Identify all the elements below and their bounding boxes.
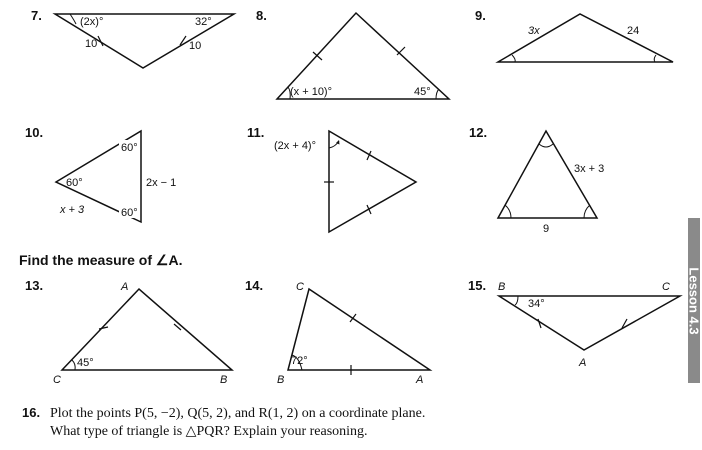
problem-11 xyxy=(247,125,416,232)
problem-number: 10. xyxy=(25,125,44,140)
problem-8 xyxy=(256,8,449,99)
angle-arc xyxy=(654,55,656,62)
angle-arc xyxy=(584,205,590,218)
problem-number: 9. xyxy=(475,8,486,23)
problem-number: 13. xyxy=(25,278,44,293)
angle-arc xyxy=(436,89,439,99)
side-label: 10 xyxy=(85,38,98,50)
problem-16-line2: What type of triangle is △PQR? Explain your reasoning. xyxy=(50,424,368,439)
angle-label: (2x)° xyxy=(80,16,104,28)
problem-number: 8. xyxy=(256,8,267,23)
angle-label: (x + 10)° xyxy=(290,86,332,98)
problem-12 xyxy=(469,125,604,235)
angle-label: 60° xyxy=(121,207,138,219)
angle-label: 45° xyxy=(77,357,94,369)
angle-label: 60° xyxy=(121,142,138,154)
triangle xyxy=(288,289,430,370)
vertex-label: C xyxy=(296,281,304,293)
problem-14 xyxy=(245,278,430,386)
lesson-side-tab xyxy=(688,218,700,383)
section-heading: Find the measure of ∠A. xyxy=(19,252,183,268)
congruence-tick xyxy=(350,314,356,322)
vertex-label: B xyxy=(277,374,285,386)
vertex-label: A xyxy=(416,374,424,386)
side-label: 3x xyxy=(528,25,540,37)
side-label: 9 xyxy=(543,223,550,235)
problem-16-line1 xyxy=(22,404,425,423)
problem-number: 7. xyxy=(31,8,42,23)
problem-10 xyxy=(25,125,176,222)
problem-9 xyxy=(475,8,673,62)
angle-label: 34° xyxy=(528,298,545,310)
side-label: x + 3 xyxy=(60,204,85,216)
angle-label: 45° xyxy=(414,86,431,98)
vertex-label: A xyxy=(121,281,129,293)
angle-label: 60° xyxy=(66,177,83,189)
problem-number: 14. xyxy=(245,278,264,293)
angle-arc xyxy=(515,296,518,305)
congruence-tick xyxy=(538,319,541,328)
problem-16-text: Plot the points P(5, −2), Q(5, 2), and R(1, 2) on a coordinate plane. xyxy=(50,406,426,421)
vertex-label: B xyxy=(498,281,506,293)
lesson-tab-label: Lesson 4.3 xyxy=(686,266,702,335)
angle-arc xyxy=(539,144,553,147)
angle-label: 32° xyxy=(195,16,212,28)
angle-arc xyxy=(72,360,75,370)
problem-number: 15. xyxy=(468,278,487,293)
problem-7 xyxy=(31,8,234,68)
angle-arc xyxy=(70,14,76,24)
angle-arc xyxy=(512,55,515,62)
vertex-label: A xyxy=(579,357,587,369)
angle-label: (2x + 4)° xyxy=(274,140,316,152)
problem-number: 16. xyxy=(22,405,41,420)
side-label: 2x − 1 xyxy=(146,177,177,189)
problem-13 xyxy=(25,278,232,386)
triangle xyxy=(499,296,680,350)
problem-number: 12. xyxy=(469,125,488,140)
vertex-label: C xyxy=(662,281,670,293)
angle-label: 72° xyxy=(291,355,308,367)
problem-number: 11. xyxy=(247,125,265,140)
vertex-label: C xyxy=(53,374,61,386)
side-label: 3x + 3 xyxy=(574,163,605,175)
triangle xyxy=(329,131,416,232)
angle-arc xyxy=(505,205,511,218)
side-label: 24 xyxy=(627,25,640,37)
vertex-label: B xyxy=(220,374,228,386)
triangle xyxy=(498,14,673,62)
problem-16 xyxy=(22,404,425,441)
problem-15 xyxy=(468,278,680,369)
side-label: 10 xyxy=(189,40,202,52)
